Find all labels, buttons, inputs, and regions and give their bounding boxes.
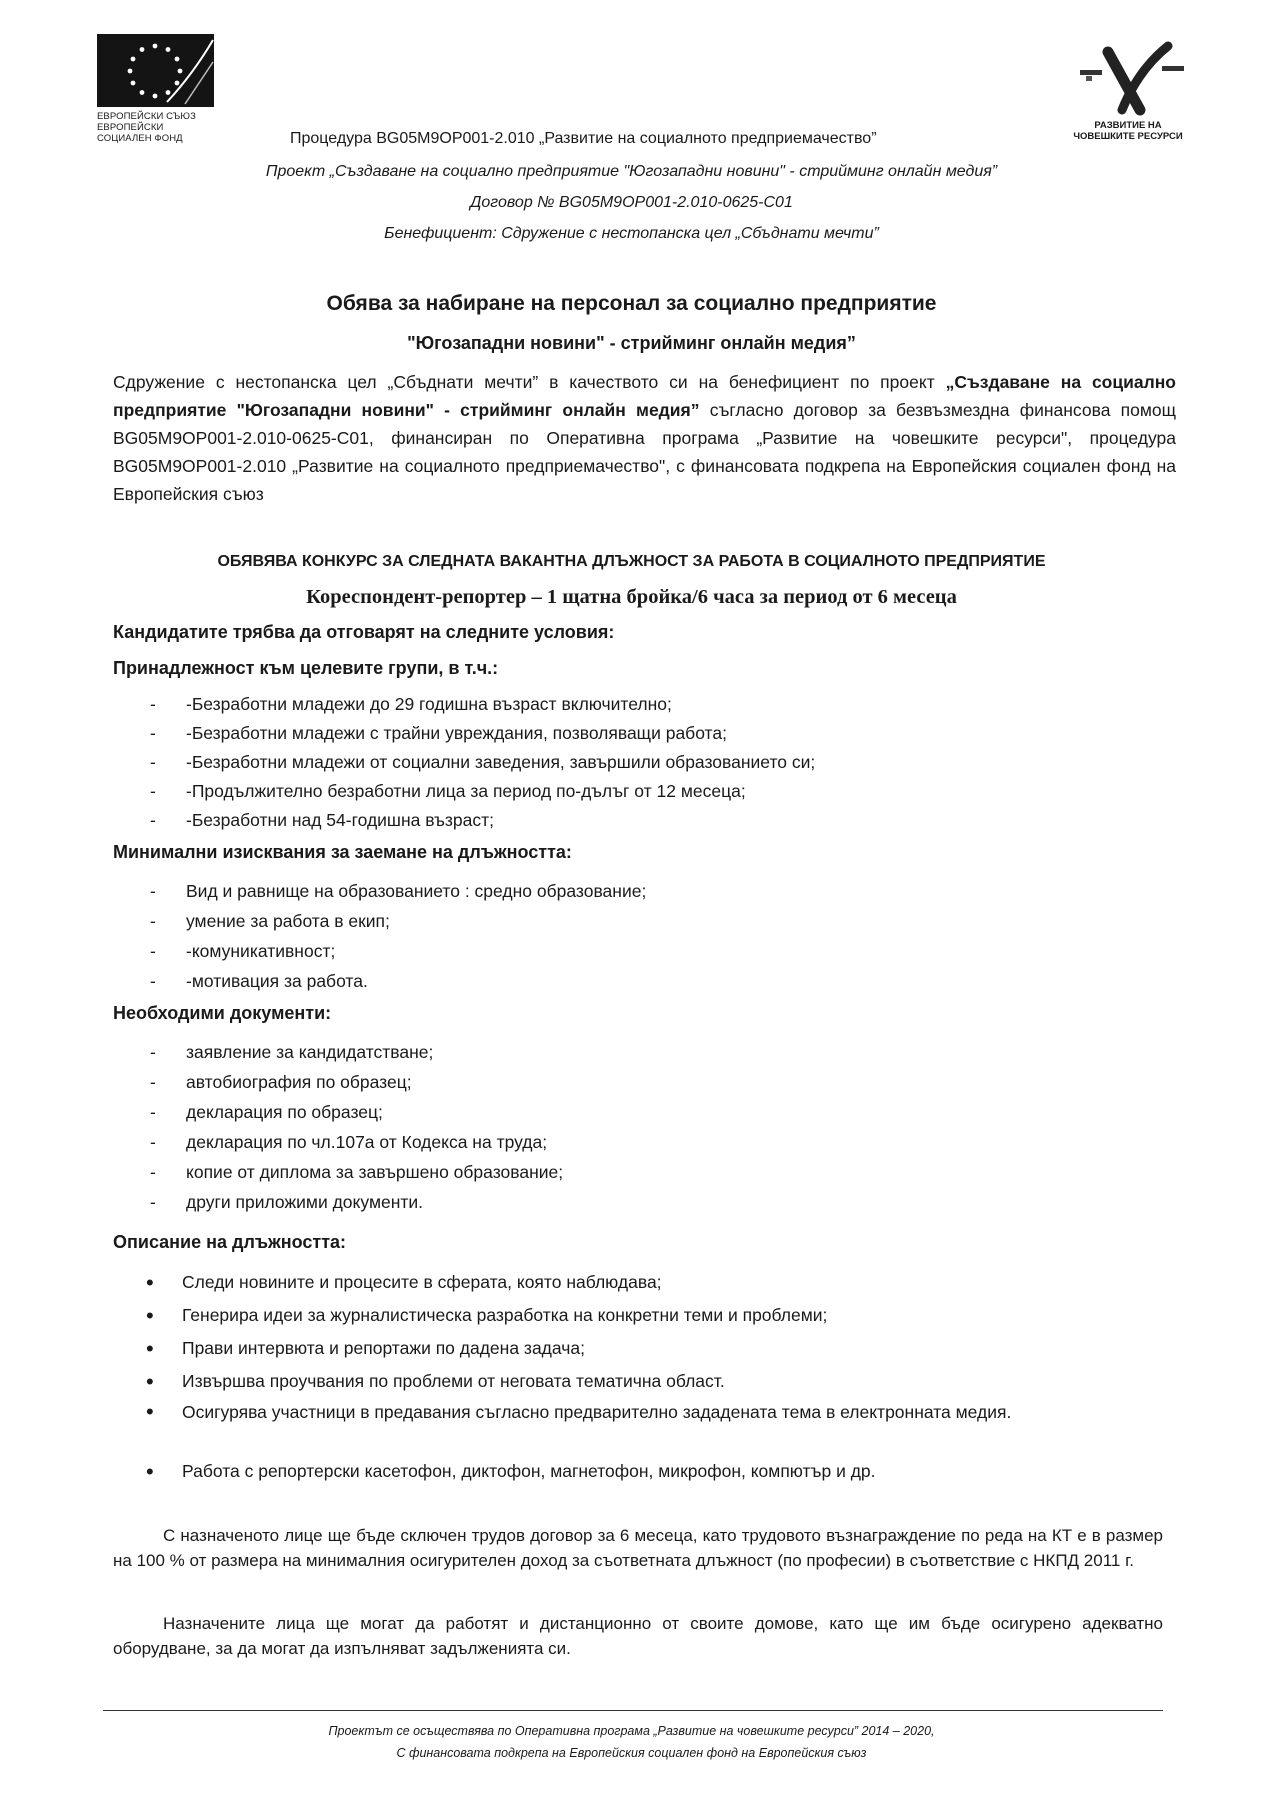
- list-item: • Работа с репортерски касетофон, диктофон, магнетофон, микрофон, компютър и др.: [140, 1455, 1172, 1488]
- list-item: - -Безработни младежи с трайни увреждания, позволяващи работа;: [140, 719, 815, 748]
- requirements-heading: Минимални изисквания за заемане на длъжността:: [113, 842, 572, 862]
- list-item: - умение за работа в екип;: [140, 906, 646, 936]
- conditions-heading: Кандидатите трябва да отговарят на следните условия:: [113, 622, 615, 642]
- beneficiary-line: Бенефициент: Сдружение с нестопанска цел „Сбъднати мечти”: [384, 225, 879, 242]
- document-title: Обява за набиране на персонал за социално предприятие: [326, 292, 937, 315]
- eu-flag-icon: [97, 34, 214, 107]
- list-item: - декларация по чл.107а от Кодекса на труда;: [140, 1127, 563, 1157]
- documents-heading: Необходими документи:: [113, 1003, 332, 1023]
- announcement-heading: ОБЯВЯВА КОНКУРС ЗА СЛЕДНАТА ВАКАНТНА ДЛЪЖНОСТ ЗА РАБОТА В СОЦИАЛНОТО ПРЕДПРИЯТИЕ: [217, 553, 1046, 570]
- list-item: - -комуникативност;: [140, 936, 646, 966]
- list-item: - -мотивация за работа.: [140, 966, 646, 996]
- description-heading: Описание на длъжността:: [113, 1232, 347, 1252]
- list-item: - заявление за кандидатстване;: [140, 1037, 563, 1067]
- contract-line: Договор № BG05M9OP001-2.010-0625-C01: [470, 194, 793, 211]
- project-line: Проект „Създаване на социално предприятие "Югозападни новини" - стрийминг онлайн медия”: [265, 163, 998, 180]
- list-item: - -Продължително безработни лица за период по-дълъг от 12 месеца;: [140, 777, 815, 806]
- list-item: - автобиография по образец;: [140, 1067, 563, 1097]
- list-item: - копие от диплома за завършено образование;: [140, 1157, 563, 1187]
- project-name-bold: „Създаване на социално предприятие "Югозападни новини" - стрийминг онлайн медия”: [113, 372, 1176, 420]
- list-item: • Прави интервюта и репортажи по дадена задача;: [140, 1332, 1172, 1365]
- target-groups-heading: Принадлежност към целевите групи, в т.ч.:: [113, 658, 499, 678]
- hr-x-logo-icon: [1078, 40, 1188, 118]
- requirements-list: [140, 876, 646, 996]
- hr-caption: РАЗВИТИЕ НА ЧОВЕШКИТЕ РЕСУРСИ: [1073, 120, 1183, 142]
- footer-divider: [103, 1710, 1163, 1711]
- intro-paragraph: Сдружение с нестопанска цел „Сбъднати мечти” в качеството си на бенефициент по проект „Създаване на социално предприятие "Югозападни новини" - стрийминг онлайн медия” съгласно договор за безвъзмездна финансова помощ BG05M9OP001-2.010-0625-C01, финансиран по Оперативна програма „Развитие на човешките ресурси", процедура BG05M9OP001-2.010 „Развитие на социалното предприемачество", с финансовата подкрепа на Европейския социален фонд на Европейския съюз: [113, 372, 1176, 504]
- list-item: - декларация по образец;: [140, 1097, 563, 1127]
- list-item: - други приложими документи.: [140, 1187, 563, 1217]
- document-subtitle: "Югозападни новини" - стрийминг онлайн медия”: [407, 333, 856, 353]
- target-groups-list: [140, 690, 815, 835]
- list-item: • Извършва проучвания по проблеми от неговата тематична област.: [140, 1365, 1172, 1398]
- list-item: - -Безработни младежи до 29 годишна възраст включително;: [140, 690, 815, 719]
- list-item: - -Безработни младежи от социални заведения, завършили образованието си;: [140, 748, 815, 777]
- position-title: Кореспондент-репортер – 1 щатна бройка/6 часа за период от 6 месеца: [306, 586, 957, 608]
- eu-caption: ЕВРОПЕЙСКИ СЪЮЗ ЕВРОПЕЙСКИ СОЦИАЛЕН ФОНД: [97, 111, 196, 144]
- remote-work-paragraph: Назначените лица ще могат да работят и дистанционно от своите домове, като ще им бъде осигурено адекватно оборудване, за да могат да изпълняват задълженията си.: [113, 1614, 1163, 1658]
- footer-line-2: С финансовата подкрепа на Европейския социален фонд на Европейския съюз: [396, 1746, 867, 1760]
- list-item: - -Безработни над 54-годишна възраст;: [140, 806, 815, 835]
- footer-line-1: Проектът се осъществява по Оперативна програма „Развитие на човешките ресурси” 2014 – 2020,: [328, 1724, 935, 1738]
- description-list: [140, 1266, 1172, 1488]
- list-item: • Следи новините и процесите в сферата, която наблюдава;: [140, 1266, 1172, 1299]
- list-item: - Вид и равнище на образованието : средно образование;: [140, 876, 646, 906]
- list-item: • Осигурява участници в предавания съгласно предварително зададената тема в електронната медия.: [140, 1398, 1172, 1455]
- list-item: • Генерира идеи за журналистическа разработка на конкретни теми и проблеми;: [140, 1299, 1172, 1332]
- procedure-line: Процедура BG05M9OP001-2.010 „Развитие на социалното предприемачество”: [290, 130, 877, 147]
- eu-esf-logo: [97, 34, 217, 144]
- documents-list: [140, 1037, 563, 1217]
- contract-paragraph: С назначеното лице ще бъде сключен трудов договор за 6 месеца, като трудовото възнаграждение по реда на КТ е в размер на 100 % от размера на минималния осигурителен доход за съответната длъжност (по професии) в съответствие с НКПД 2011 г.: [113, 1526, 1163, 1570]
- hr-program-logo: [1058, 40, 1198, 142]
